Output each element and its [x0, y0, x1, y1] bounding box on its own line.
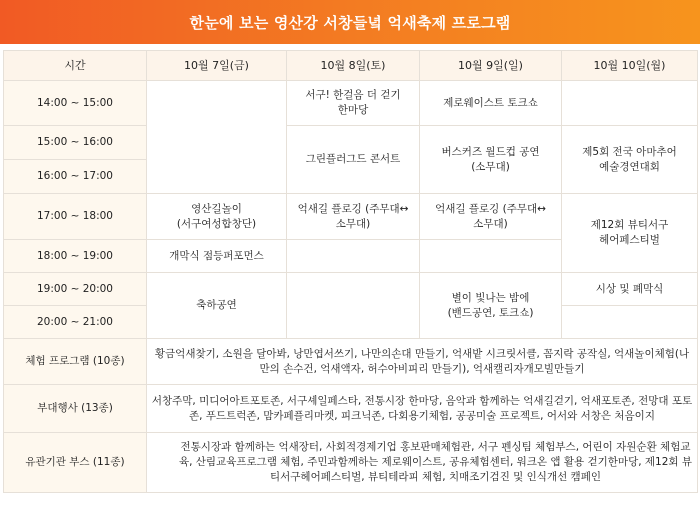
program-list: 황금억새찾기, 소원을 달아봐, 낭만엽서쓰기, 나만의손대 만들기, 억새밭 시크릿서클, 꼼지락 공작실, 억새놀이체험(나만의 손수건, 억새액자, 허수아비피리 만들기), 억새캘리자개모빌만들기 — [147, 339, 698, 385]
event-cell: 억새길 플로깅 (주무대↔ 소무대) — [287, 194, 420, 240]
empty-cell — [287, 273, 420, 339]
event-cell: 제12회 뷰티서구 헤어페스티벌 — [562, 194, 698, 273]
row-label: 체험 프로그램 (10종) — [4, 339, 147, 385]
experience-row — [4, 339, 698, 385]
time-row — [4, 194, 698, 240]
header-day-sun: 10월 9일(일) — [420, 51, 562, 81]
header-day-sat: 10월 8일(토) — [287, 51, 420, 81]
time-row — [4, 126, 698, 160]
row-label: 부대행사 (13종) — [4, 385, 147, 433]
empty-cell — [287, 240, 420, 273]
event-cell: 서구! 한걸음 더 걷기 한마당 — [287, 81, 420, 126]
header-row — [4, 51, 698, 81]
event-cell: 버스커즈 월드컵 공연 (소무대) — [420, 126, 562, 194]
row-label: 유관기관 부스 (11종) — [4, 433, 147, 493]
event-cell: 영산길놀이 (서구여성합창단) — [147, 194, 287, 240]
empty-cell — [147, 81, 287, 194]
time-slot: 19:00 ~ 20:00 — [4, 273, 147, 306]
time-slot: 15:00 ~ 16:00 — [4, 126, 147, 160]
time-slot: 20:00 ~ 21:00 — [4, 306, 147, 339]
event-cell: 별이 빛나는 밤에 (밴드공연, 토크쇼) — [420, 273, 562, 339]
time-slot: 16:00 ~ 17:00 — [4, 160, 147, 194]
event-cell: 시상 및 폐막식 — [562, 273, 698, 306]
empty-cell — [562, 81, 698, 126]
time-row — [4, 81, 698, 126]
event-cell: 축하공연 — [147, 273, 287, 339]
header-day-fri: 10월 7일(금) — [147, 51, 287, 81]
time-row — [4, 273, 698, 306]
booths-row — [4, 433, 698, 493]
empty-cell — [562, 306, 698, 339]
page-title: 한눈에 보는 영산강 서창들녘 억새축제 프로그램 — [189, 13, 511, 32]
empty-cell — [420, 240, 562, 273]
program-list: 전통시장과 함께하는 억새장터, 사회적경제기업 홍보판매체험관, 서구 펜싱팀 체험부스, 어린이 자원순환 체험교육, 산림교육프로그램 체험, 주민과함께하는 제로웨이스트, 공유체험센터, 워크온 앱 활용 걷기한마당, 제12회 뷰티서구헤어페스티벌, 뷰티테라피 체험, 치매조기검진 및 인식개선 캠페인 — [147, 433, 698, 493]
header-time: 시간 — [4, 51, 147, 81]
time-slot: 14:00 ~ 15:00 — [4, 81, 147, 126]
header-day-mon: 10월 10일(월) — [562, 51, 698, 81]
event-cell: 제로웨이스트 토크쇼 — [420, 81, 562, 126]
program-schedule-table — [3, 50, 698, 493]
title-banner — [0, 0, 700, 44]
program-list: 서창주막, 미디어아트포토존, 서구셰일페스타, 전통시장 한마당, 음악과 함께하는 억새길걷기, 억새포토존, 전망대 포토존, 푸드트럭존, 맘카페플리마켓, 피크닉존, 다회용기체험, 공공미술 프로젝트, 어서와 서창은 처음이지 — [147, 385, 698, 433]
time-slot: 18:00 ~ 19:00 — [4, 240, 147, 273]
event-cell: 억새길 플로깅 (주무대↔ 소무대) — [420, 194, 562, 240]
event-cell: 개막식 점등퍼포먼스 — [147, 240, 287, 273]
side-events-row — [4, 385, 698, 433]
event-cell: 그린플러그드 콘서트 — [287, 126, 420, 194]
time-slot: 17:00 ~ 18:00 — [4, 194, 147, 240]
event-cell: 제5회 전국 아마추어 예술경연대회 — [562, 126, 698, 194]
